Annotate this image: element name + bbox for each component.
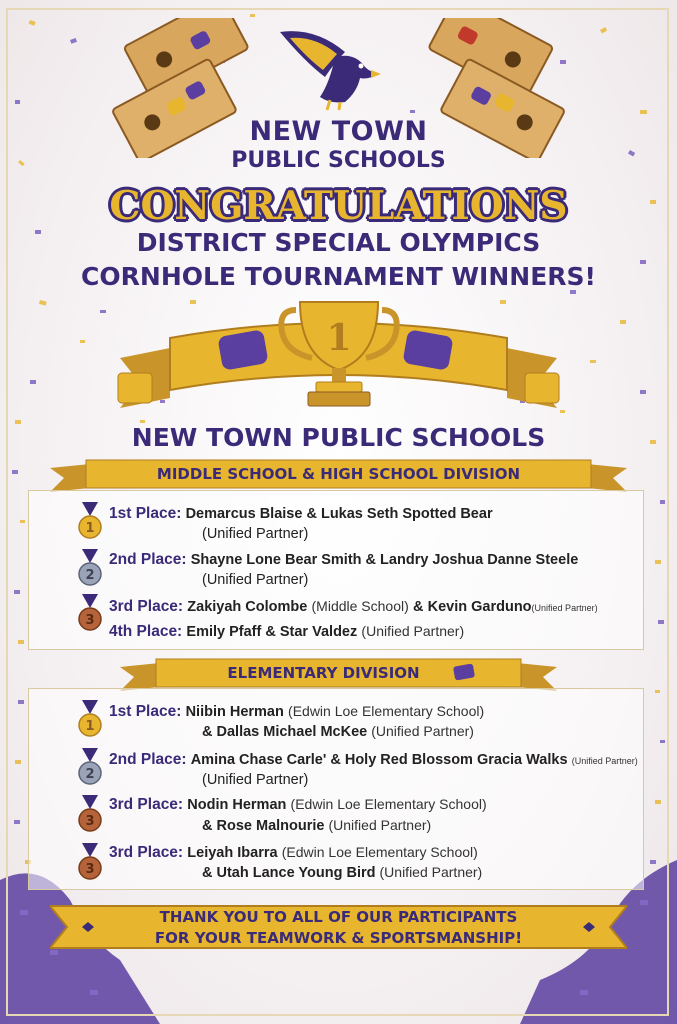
medal-number: 2 bbox=[85, 568, 95, 583]
eagle-mascot-icon bbox=[275, 22, 385, 112]
winner-name: & Utah Lance Young Bird bbox=[202, 865, 376, 881]
winner-note: (Edwin Loe Elementary School) bbox=[288, 703, 485, 719]
bronze-medal-icon bbox=[78, 795, 102, 833]
place-label: 3rd Place: bbox=[109, 844, 184, 861]
winner-second-line bbox=[202, 723, 474, 740]
place-label: 2nd Place: bbox=[109, 751, 187, 768]
medal-number: 1 bbox=[85, 521, 95, 536]
winner-second-line bbox=[202, 864, 482, 881]
winner-name: Amina Chase Carle' & Holy Red Blossom Gracia Walks bbox=[190, 752, 568, 768]
winner-note: (Middle School) bbox=[311, 598, 409, 614]
thank-you-banner bbox=[50, 896, 627, 958]
result-row-3rd bbox=[109, 844, 478, 862]
result-row-3rd bbox=[109, 598, 598, 616]
winner-names: Shayne Lone Bear Smith & Landry Joshua Danne Steele bbox=[190, 552, 579, 568]
congratulations-heading: CONGRATULATIONS bbox=[109, 183, 568, 229]
subtitle-line1: DISTRICT SPECIAL OLYMPICS bbox=[136, 228, 541, 257]
winner-note: (Unified Partner) bbox=[379, 864, 483, 880]
winner-note: (Unified Partner) bbox=[202, 772, 309, 788]
result-row-4th bbox=[109, 623, 464, 641]
winner-name: Niibin Herman bbox=[185, 704, 284, 720]
winner-note: (Unified Partner) bbox=[361, 623, 465, 639]
result-row-1st bbox=[109, 505, 493, 523]
medal-number: 3 bbox=[85, 613, 95, 628]
winner-note: (Edwin Loe Elementary School) bbox=[290, 796, 487, 812]
winner-names: Emily Pfaff & Star Valdez bbox=[186, 624, 358, 640]
winner-names: Demarcus Blaise & Lukas Seth Spotted Bear bbox=[185, 506, 493, 522]
school-name-line2: PUBLIC SCHOOLS bbox=[231, 148, 446, 173]
subtitle-line2: CORNHOLE TOURNAMENT WINNERS! bbox=[81, 262, 596, 291]
silver-medal-icon bbox=[78, 748, 102, 786]
winner-note: (Unified Partner) bbox=[371, 723, 474, 739]
silver-medal-icon bbox=[78, 549, 102, 587]
place-label: 3rd Place: bbox=[109, 598, 184, 615]
trophy-icon bbox=[278, 296, 400, 412]
result-row-3rd bbox=[109, 796, 487, 814]
division-title: MIDDLE SCHOOL & HIGH SCHOOL DIVISION bbox=[156, 465, 521, 483]
thank-you-line2: FOR YOUR TEAMWORK & SPORTSMANSHIP! bbox=[154, 929, 523, 947]
winner-name: & Rose Malnourie bbox=[202, 818, 325, 834]
division-title: ELEMENTARY DIVISION bbox=[227, 664, 420, 682]
winner-name: Kevin Garduno bbox=[427, 599, 532, 615]
division-banner bbox=[50, 456, 627, 494]
gold-medal-icon bbox=[78, 502, 102, 540]
school-heading: NEW TOWN PUBLIC SCHOOLS bbox=[131, 423, 546, 452]
place-label: 1st Place: bbox=[109, 505, 182, 522]
ampersand: & bbox=[412, 599, 424, 615]
winner-note: (Unified Partner) bbox=[202, 526, 309, 542]
winner-note: (Unified Partner) bbox=[571, 756, 638, 766]
trophy-number: 1 bbox=[326, 317, 352, 359]
winner-note: (Edwin Loe Elementary School) bbox=[281, 844, 478, 860]
result-row-2nd bbox=[109, 551, 578, 569]
place-label: 1st Place: bbox=[109, 703, 182, 720]
winner-note: (Unified Partner) bbox=[202, 572, 309, 588]
school-name-line1: NEW TOWN bbox=[249, 116, 428, 147]
medal-number: 3 bbox=[85, 814, 95, 829]
place-label: 3rd Place: bbox=[109, 796, 184, 813]
winner-name: & Dallas Michael McKee bbox=[202, 724, 368, 740]
winner-name: Zakiyah Colombe bbox=[187, 599, 308, 615]
result-row-1st bbox=[109, 703, 484, 721]
bronze-medal-icon bbox=[78, 594, 102, 632]
medal-number: 2 bbox=[85, 767, 95, 782]
medal-number: 3 bbox=[85, 862, 95, 877]
medal-number: 1 bbox=[85, 719, 95, 734]
place-label: 2nd Place: bbox=[109, 551, 187, 568]
winner-note: (Unified Partner) bbox=[531, 603, 598, 613]
gold-medal-icon bbox=[78, 700, 102, 738]
winner-name: Leiyah Ibarra bbox=[187, 845, 278, 861]
result-row-2nd bbox=[109, 751, 638, 769]
winner-note: (Unified Partner) bbox=[328, 817, 432, 833]
bronze-medal-icon bbox=[78, 843, 102, 881]
thank-you-line1: THANK YOU TO ALL OF OUR PARTICIPANTS bbox=[159, 908, 518, 926]
winner-second-line bbox=[202, 817, 431, 834]
place-label: 4th Place: bbox=[109, 623, 183, 640]
winner-name: Nodin Herman bbox=[187, 797, 287, 813]
